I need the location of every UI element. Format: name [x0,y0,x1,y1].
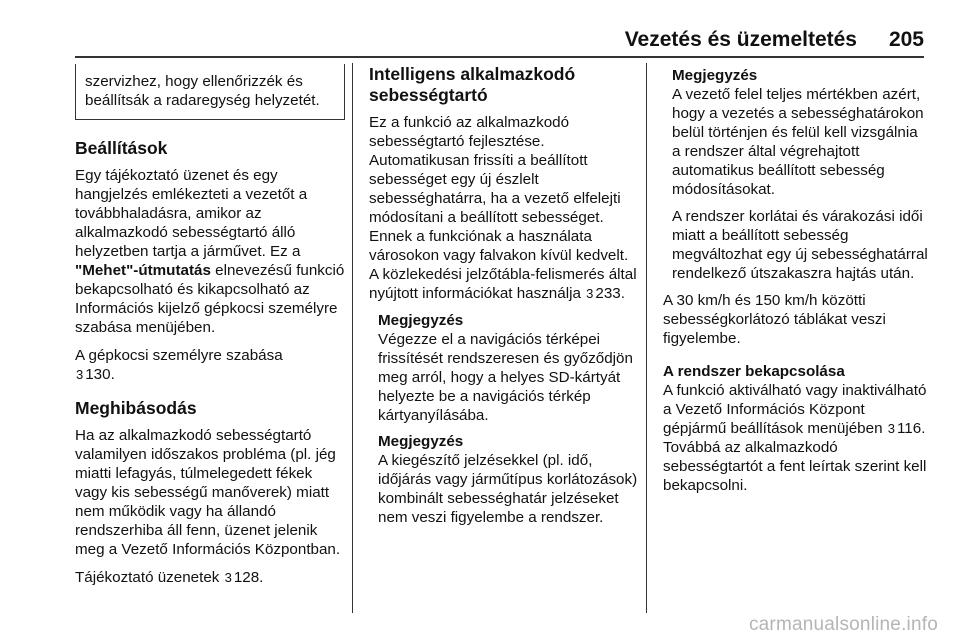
reference-label: Tájékoztató üzenetek [75,569,220,586]
intelligent-acc-paragraph [369,113,639,303]
settings-reference [75,346,345,384]
header-rule [75,56,924,58]
column-divider-1 [352,63,353,613]
activation-text-2: 116. Továbbá az alkalmazkodó sebességtartót a fent leírtak szerint kell bekapcsolni. [663,420,927,494]
note-text: A rendszer korlátai és várakozási idői miatt a beállított sebesség megváltozhat egy új sebességhatárral rendelkező útszakaszra hajtás után. [672,208,928,282]
note-label: Megjegyzés [672,67,758,84]
column-3 [663,64,928,495]
reference-page: 128. [233,569,264,586]
note-navigation-maps [369,311,639,425]
activation-paragraph [663,381,928,495]
warning-box-continuation [75,64,345,120]
note-label: Megjegyzés [378,312,464,329]
note-text: Végezze el a navigációs térképei frissítését rendszeresen és győződjön meg arról, hogy a helyes SD-kártyát helyezte be a navigációs térkép kártyanyílásába. [378,331,633,424]
reference-page: 130. [85,366,115,383]
page-reference-arrow-icon: 3 [224,570,232,585]
note-driver-responsibility [663,66,928,283]
page-reference-arrow-icon: 3 [586,286,594,301]
heading-fault: Meghibásodás [75,398,197,418]
settings-text-2: elnevezésű funkció bekapcsolható és kikapcsolható az Információs kijelző gépkocsi személyre szabása menüjében. [75,262,345,336]
note-text: A vezető felel teljes mértékben azért, hogy a vezetés a sebességhatárokon belül történjen és felül kell vizsgálnia a rendszer által végrehajtott automatikus beállított sebesség módosításokat. [672,86,924,198]
reference-label: A gépkocsi személyre szabása [75,347,283,364]
column-1 [75,64,345,587]
column-divider-2 [646,63,647,613]
speed-range-paragraph: A 30 km/h és 150 km/h közötti sebességkorlátozó táblákat veszi figyelembe. [663,292,886,347]
heading-system-activation: A rendszer bekapcsolása [663,363,845,380]
settings-paragraph [75,166,345,337]
page-reference-arrow-icon: 3 [76,367,84,382]
column-2 [369,64,639,527]
note-label: Megjegyzés [378,433,464,450]
page-number: 205 [888,28,924,51]
note-supplementary-signs [369,432,639,527]
running-title: Vezetés és üzemeltetés [624,28,857,51]
page-header [0,0,960,58]
note-text: A kiegészítő jelzésekkel (pl. idő, időjárás vagy járműtípus korlátozások) kombinált sebességhatár jelzéseket nem veszi figyelembe a rendszer. [378,452,638,526]
heading-settings: Beállítások [75,138,168,158]
activation-text-1: A funkció aktiválható vagy inaktiválható a Vezető Információs Központ gépjármű beállítások menüjében [663,382,927,437]
watermark: carmanualsonline.info [748,614,938,635]
warning-text: szervizhez, hogy ellenőrizzék és beállítsák a radaregység helyzetét. [85,73,320,109]
settings-text-1: Egy tájékoztató üzenet és egy hangjelzés emlékezteti a vezetőt a továbbhaladásra, amikor az alkalmazkodó sebességtartó álló helyzetben tartja a járművet. Ez a [75,167,308,260]
fault-paragraph: Ha az alkalmazkodó sebességtartó valamilyen időszakos probléma (pl. jég miatti lefagyás, túlmelegedett fékek vagy kis sebességű manőverek) miatt nem működik vagy ha állandó rendszerhiba áll fenn, üzenet jelenik meg a Vezető Információs Központban. [75,427,341,558]
heading-intelligent-acc: Intelligens alkalmazkodó sebességtartó [369,64,576,105]
fault-reference [75,568,345,587]
reference-page: 233. [595,285,625,302]
go-notifier-name: "Mehet"-útmutatás [75,262,211,279]
intelligent-acc-text: Ez a funkció az alkalmazkodó sebességtartó fejlesztése. Automatikusan frissíti a beállított sebességet egy új észlelt sebességhatárra, ha a vezető elfelejti módosítani a beállított sebességet. Ennek a funkciónak a használata városokon vagy falvakon kívül kedvelt. A közlekedési jelzőtábla-felismerés által nyújtott információkat használja [369,114,637,302]
page-reference-arrow-icon: 3 [887,421,895,436]
